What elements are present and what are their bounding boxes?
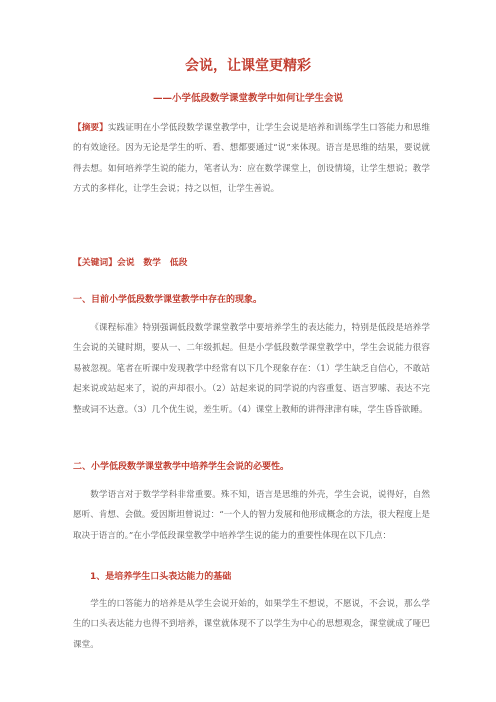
subsection-heading-1: 1、是培养学生口头表达能力的基础: [90, 572, 232, 582]
section-1-text: 《课程标准》特别强调低段数学课堂教学中要培养学生的表达能力，特别是低段是培养学生会说的关键时期，要从一、二年级抓起。但是小学低段数学课堂教学中，学生会说能力很容易被忽视。笔者在听课中发现教学中经常有以下几个现象存在：（1）学生缺乏自信心，不敢站起来说或站起来了，说的声却很小。（2）站起来说的同学说的内容重复、语言罗嗦、表达不完整或词不达意。（3）几个优生说，差生听。（4）课堂上教师的讲得津津有味，学生昏昏欲睡。: [73, 323, 430, 415]
keywords: 【关键词】会说 数学 低段: [73, 258, 188, 268]
abstract-paragraph: [73, 118, 430, 200]
document-title: 会说，让课堂更精彩: [185, 58, 311, 74]
abstract-label: 【摘要】: [73, 123, 108, 133]
subsection-1-text: 学生的口答能力的培养是从学生会说开始的，如果学生不想说，不愿说，不会说，那么学生的口头表达能力也得不到培养，课堂就体现不了以学生为中心的思想观念，课堂就成了哑巴课堂。: [73, 599, 430, 650]
section-heading-2: 二、小学低段数学课堂教学中培养学生会说的必要性。: [73, 462, 290, 472]
section-heading-1: 一、目前小学低段数学课堂教学中存在的现象。: [73, 295, 263, 305]
section-2-text: 数学语言对于数学学科非常重要。殊不知，语言是思维的外壳，学生会说，说得好，自然愿听、肯想、会做。爱因斯坦曾说过：“一个人的智力发展和他形成概念的方法，很大程度上是取决于语言的。”在小学低段课堂教学中培养学生说的能力的重要性体现在以下几点：: [73, 490, 430, 541]
abstract-text: 实践证明在小学低段数学课堂教学中，让学生会说是培养和训练学生口答能力和思维的有效途径。因为无论是学生的听、看、想都要通过“说”来体现。语言是思维的结果，要说就得去想。如何培养学生说的能力，笔者认为：应在数学课堂上，创设情境，让学生想说；教学方式的多样化，让学生会说；持之以恒，让学生善说。: [73, 123, 430, 195]
document-subtitle: ——小学低段数学课堂教学中如何让学生会说: [152, 93, 343, 104]
